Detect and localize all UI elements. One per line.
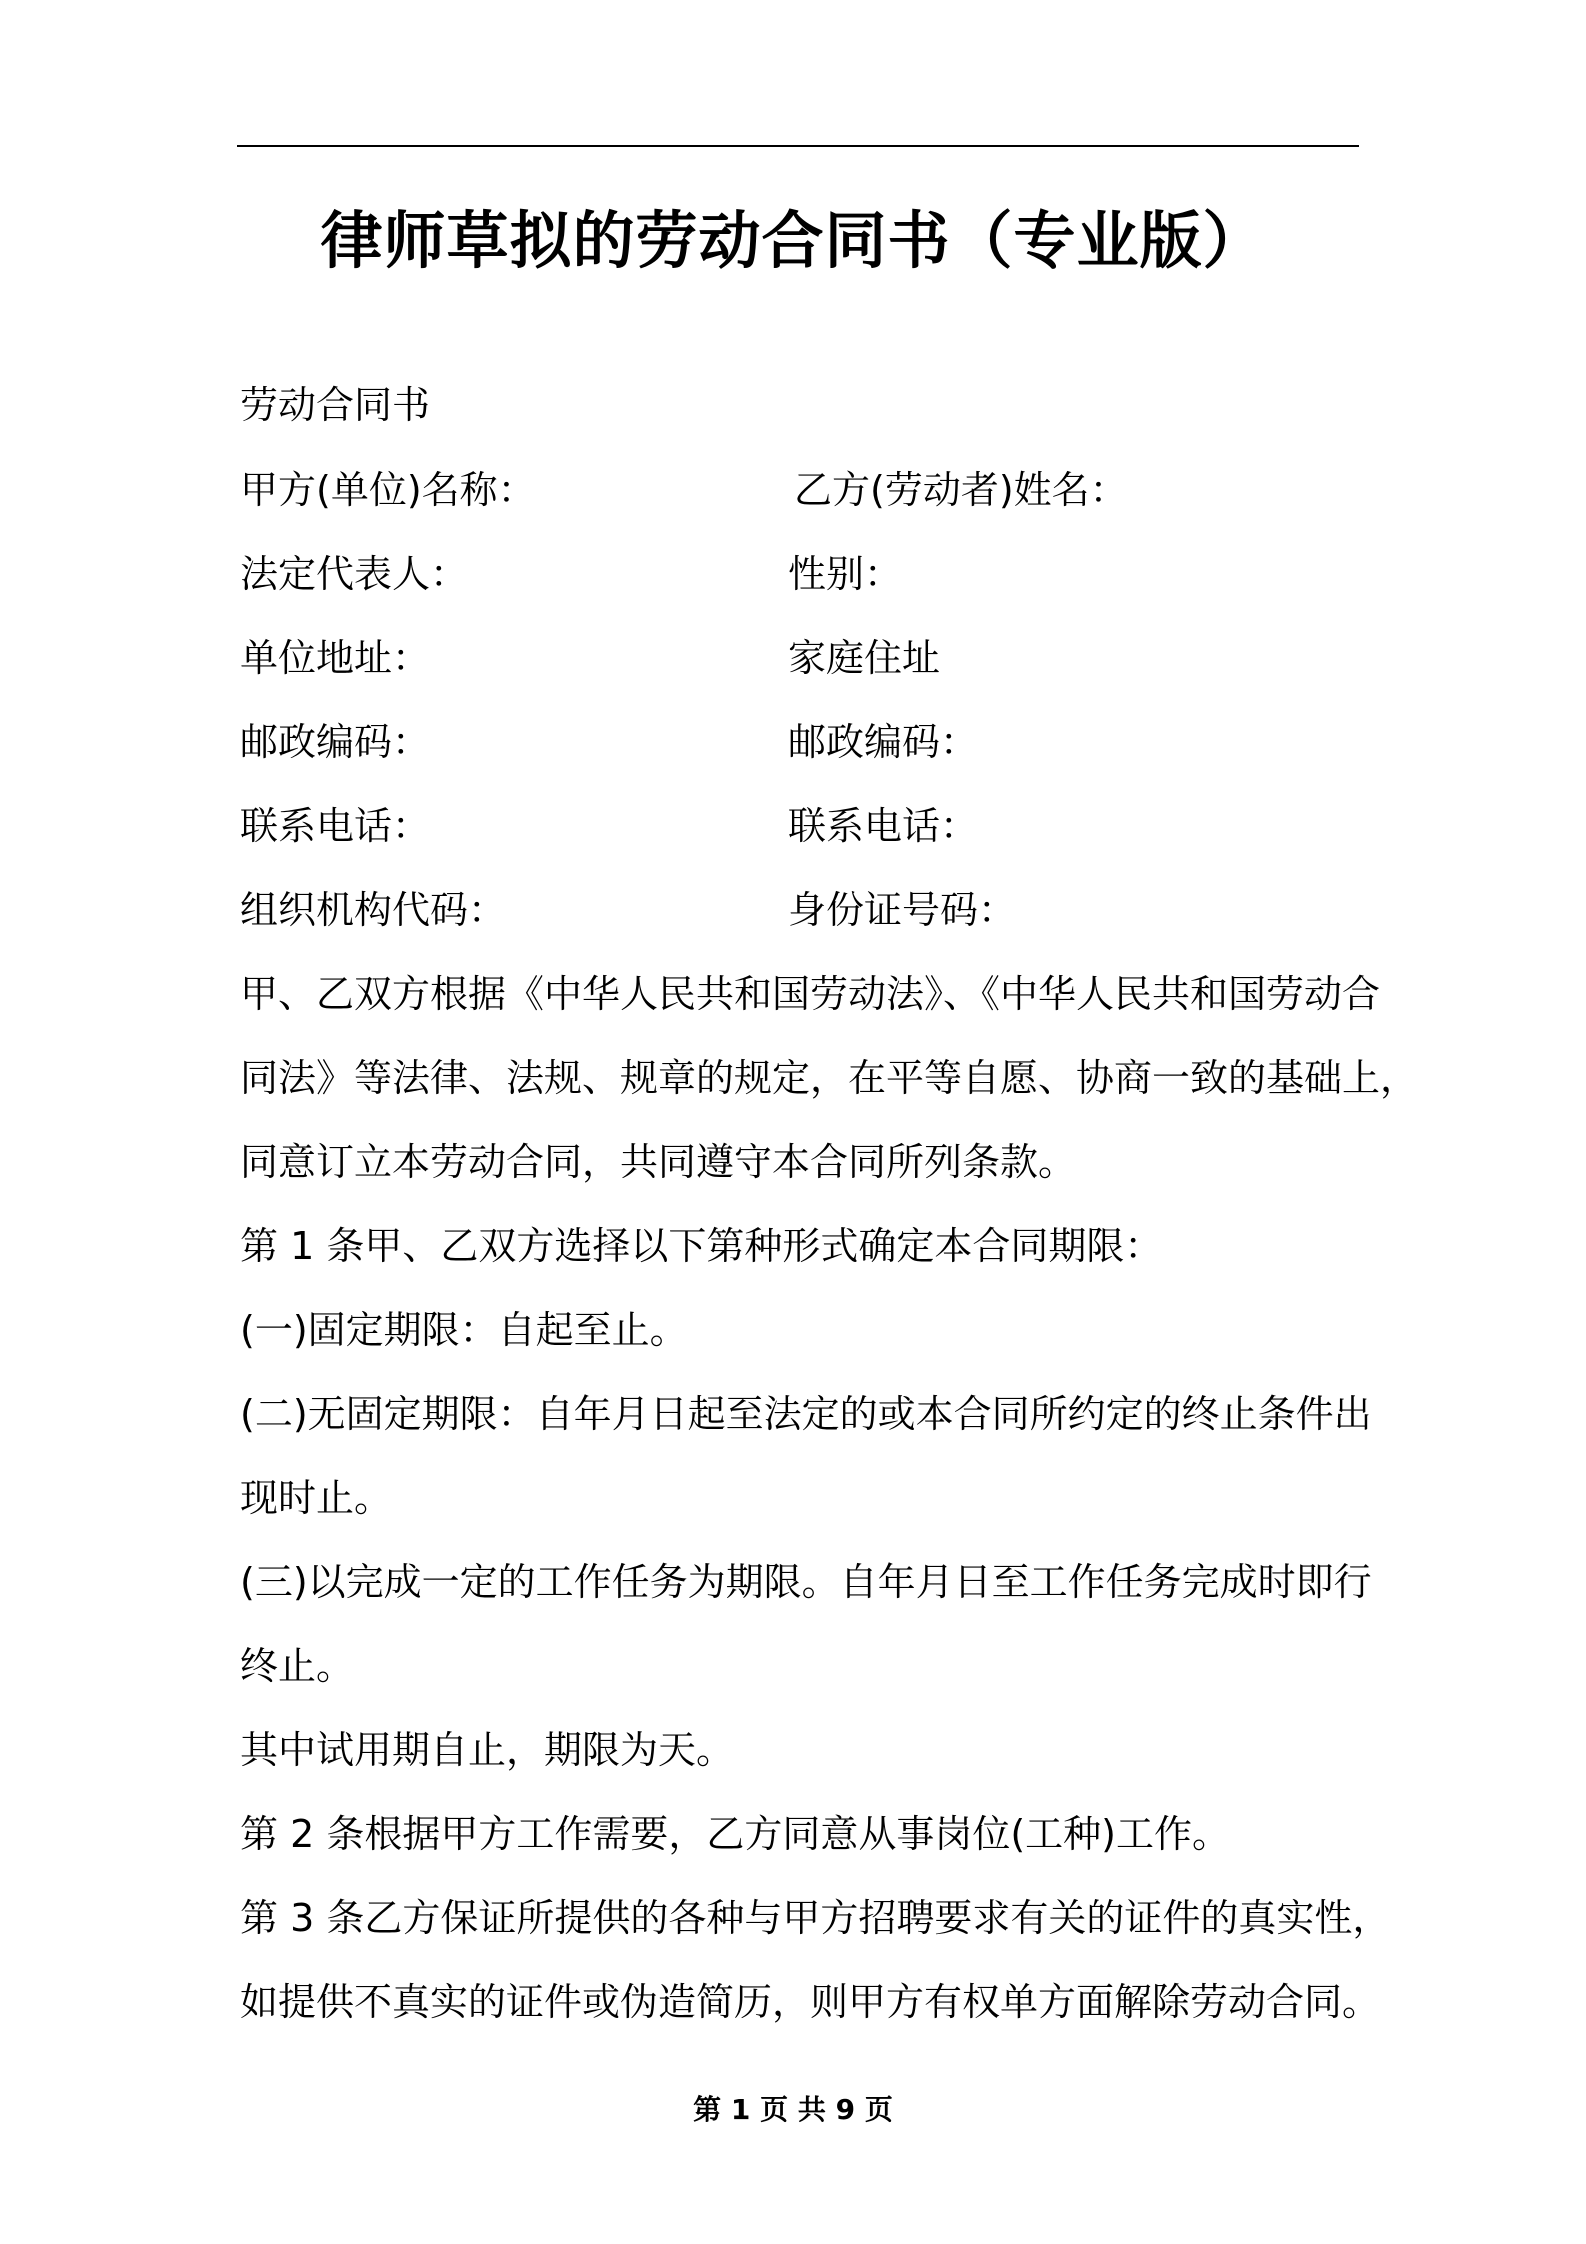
body-line: 现时止。 [240,1476,393,1520]
home-address-label: 家庭住址 [788,636,941,680]
article-2-line: 第 2 条根据甲方工作需要，乙方同意从事岗位(工种)工作。 [240,1812,1230,1856]
body-line: (一)固定期限：自起至止。 [240,1308,688,1352]
party-b-phone-label: 联系电话： [788,804,979,848]
article-1-line: 第 1 条甲、乙双方选择以下第种形式确定本合同期限： [240,1224,1163,1268]
party-b-name-label: 乙方(劳动者)姓名： [794,468,1128,512]
party-b-postcode-label: 邮政编码： [788,720,979,764]
party-a-phone-label: 联系电话： [240,804,431,848]
body-line: 同法》等法律、法规、规章的规定，在平等自愿、协商一致的基础上， [240,1056,1419,1100]
header-rule [237,145,1359,147]
article-3-line: 第 3 条乙方保证所提供的各种与甲方招聘要求有关的证件的真实性， [240,1896,1391,1940]
body-line: 同意订立本劳动合同，共同遵守本合同所列条款。 [240,1140,1077,1184]
body-line: 甲、乙双方根据《中华人民共和国劳动法》、《中华人民共和国劳动合 [240,972,1381,1016]
gender-label: 性别： [788,552,903,596]
party-a-name-label: 甲方(单位)名称： [240,468,536,512]
document-title: 律师草拟的劳动合同书（专业版） [320,204,1266,277]
document-subtitle: 劳动合同书 [240,383,431,427]
body-line: (二)无固定期限：自年月日起至法定的或本合同所约定的终止条件出 [240,1392,1372,1436]
page-number-footer: 第 1 页 共 9 页 [693,2093,893,2126]
party-a-postcode-label: 邮政编码： [240,720,431,764]
body-line: 其中试用期自止，期限为天。 [240,1728,735,1772]
organization-code-label: 组织机构代码： [240,888,507,932]
body-line: 如提供不真实的证件或伪造简历，则甲方有权单方面解除劳动合同。 [240,1980,1381,2024]
body-line: 终止。 [240,1644,355,1688]
company-address-label: 单位地址： [240,636,431,680]
legal-representative-label: 法定代表人： [240,552,469,596]
body-line: (三)以完成一定的工作任务为期限。自年月日至工作任务完成时即行 [240,1560,1372,1604]
id-number-label: 身份证号码： [788,888,1017,932]
